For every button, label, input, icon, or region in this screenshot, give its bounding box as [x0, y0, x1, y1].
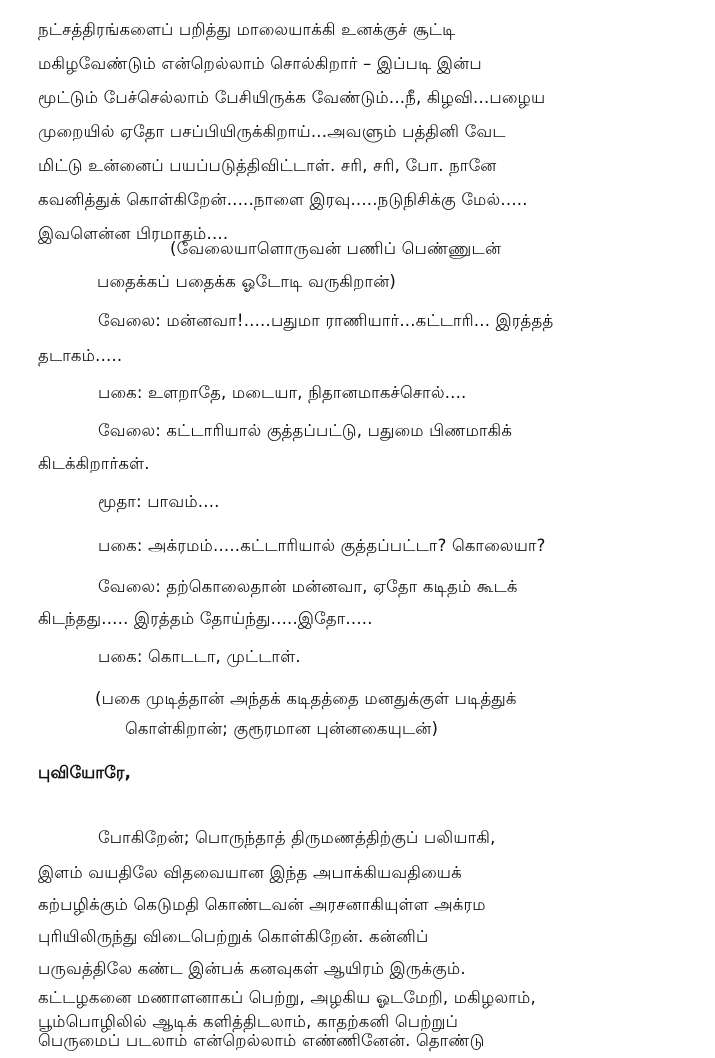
letter-line: பருவத்திலே கண்ட இன்பக் கனவுகள் ஆயிரம் இருக்கும். — [38, 959, 466, 978]
dialogue-line: பகை: அக்ரமம்.....கட்டாரியால் குத்தப்பட்டா? கொலையா? — [98, 536, 546, 555]
letter-line: புரியிலிருந்து விடைபெற்றுக் கொள்கிறேன். கன்னிப் — [38, 927, 429, 946]
text-line: முறையில் ஏதோ பசப்பியிருக்கிறாய்...அவளும் பத்தினி வேட — [38, 122, 506, 141]
dialogue-line: பகை: உளறாதே, மடையா, நிதானமாகச்சொல்.... — [98, 383, 467, 402]
dialogue-line: மூதா: பாவம்.... — [98, 492, 220, 511]
dialogue-line: பகை: கொடடா, முட்டாள். — [98, 647, 301, 666]
text-line: மூட்டும் பேச்செல்லாம் பேசியிருக்க வேண்டும்...நீ, கிழவி...பழைய — [38, 88, 546, 107]
letter-line: பூம்பொழிலில் ஆடிக் களித்திடலாம், காதற்கனி பெற்றுப் — [38, 1012, 459, 1031]
letter-line: பெருமைப் படலாம் என்றெல்லாம் எண்ணினேன். தொண்டு — [38, 1031, 485, 1050]
text-line: மகிழவேண்டும் என்றெல்லாம் சொல்கிறார் – இப்படி இன்ப — [38, 54, 482, 73]
dialogue-line: தடாகம்..... — [38, 346, 123, 365]
letter-line: போகிறேன்; பொருந்தாத் திருமணத்திற்குப் பலியாகி, — [98, 828, 496, 847]
stage-direction: (பகை முடித்தான் அந்தக் கடிதத்தை மனதுக்குள் படித்துக் — [95, 689, 517, 708]
text-line: கவனித்துக் கொள்கிறேன்.....நாளை இரவு.....நடுநிசிக்கு மேல்..... — [38, 190, 528, 209]
stage-direction: பதைக்கப் பதைக்க ஓடோடி வருகிறான்) — [97, 272, 397, 291]
letter-line: கட்டழகனை மணாளனாகப் பெற்று, அழகிய ஓடமேறி, மகிழலாம், — [38, 988, 536, 1007]
dialogue-line: கிடக்கிறார்கள். — [38, 454, 150, 473]
letter-salutation: புவியோரே, — [38, 763, 132, 782]
stage-direction: கொள்கிறான்; குரூரமான புன்னகையுடன்) — [125, 719, 439, 738]
letter-line: இளம் வயதிலே விதவையான இந்த அபாக்கியவதியைக் — [38, 863, 462, 882]
dialogue-line: கிடந்தது..... இரத்தம் தோய்ந்து.....இதோ..... — [38, 609, 373, 628]
dialogue-line: வேலை: மன்னவா!.....பதுமா ராணியார்...கட்டாரி... இரத்தத் — [98, 311, 554, 330]
text-line: மிட்டு உன்னைப் பயப்படுத்திவிட்டாள். சரி, சரி, போ. நானே — [38, 156, 497, 175]
letter-line: கற்பழிக்கும் கெடுமதி கொண்டவன் அரசனாகியுள்ள அக்ரம — [38, 895, 486, 914]
stage-direction: (வேலையாளொருவன் பணிப் பெண்ணுடன் — [170, 239, 502, 258]
dialogue-line: வேலை: தற்கொலைதான் மன்னவா, ஏதோ கடிதம் கூடக் — [98, 577, 518, 596]
text-line: இவளென்ன பிரமாதம்.... — [38, 224, 229, 243]
text-line: நட்சத்திரங்களைப் பறித்து மாலையாக்கி உனக்குச் சூட்டி — [38, 20, 456, 39]
dialogue-line: வேலை: கட்டாரியால் குத்தப்பட்டு, பதுமை பிணமாகிக் — [98, 421, 513, 440]
